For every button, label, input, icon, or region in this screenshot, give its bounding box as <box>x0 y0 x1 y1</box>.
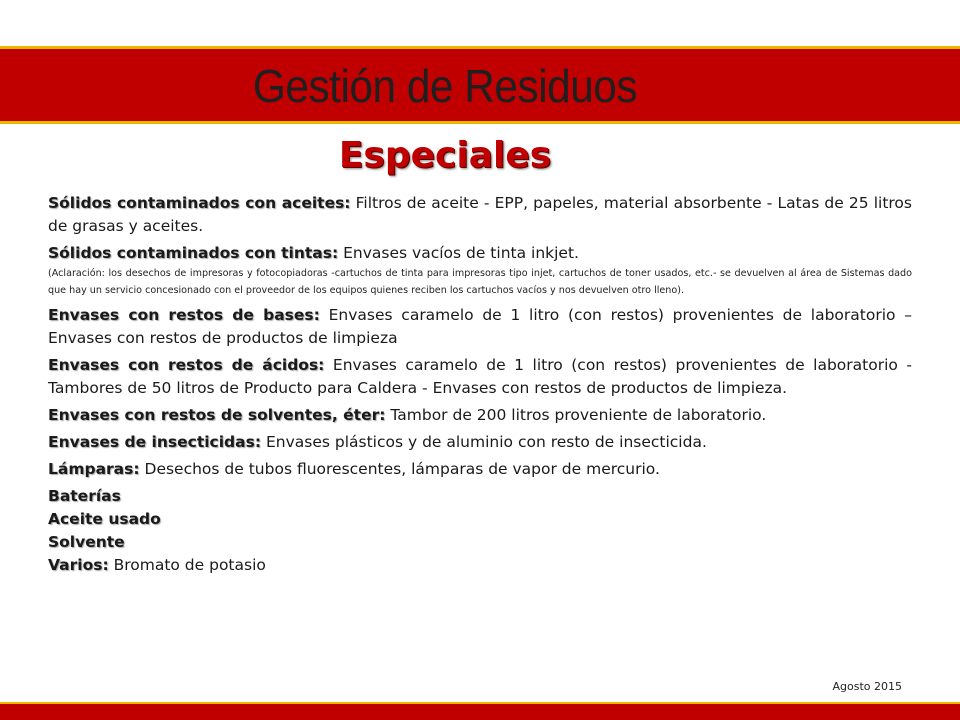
page-subtitle: Especiales <box>338 135 552 176</box>
item-text: Desechos de tubos fluorescentes, lámparas de vapor de mercurio. <box>139 460 660 478</box>
item-text: Bromato de potasio <box>108 556 266 574</box>
list-item <box>48 304 912 350</box>
item-text: Envases vacíos de tinta inkjet. <box>338 244 579 262</box>
item-text: Tambor de 200 litros proveniente de laboratorio. <box>385 406 767 424</box>
list-item <box>48 531 912 554</box>
item-label: Envases con restos de ácidos: <box>48 356 325 374</box>
item-text: Envases caramelo de 1 litro (con restos) provenientes de laboratorio - Tambores de 50 litros de Producto para Caldera - Envases con restos de productos de limpieza. <box>48 356 912 397</box>
item-text: Filtros de aceite - EPP, papeles, material absorbente - Latas de 25 litros de grasas y aceites. <box>48 194 912 235</box>
item-label: Aceite usado <box>48 510 161 528</box>
list-item <box>48 508 912 531</box>
list-item <box>48 242 912 265</box>
list-item <box>48 554 912 577</box>
item-label: Solvente <box>48 533 125 551</box>
item-label: Lámparas: <box>48 460 140 478</box>
clarification-note: (Aclaración: los desechos de impresoras y fotocopiadoras -cartuchos de tinta para impresoras tipo injet, cartuchos de toner usados, etc.- se devuelven al área de Sistemas dado que hay un servicio concesionado con el proveedor de los equipos quienes reciben los cartuchos vacíos y nos devuelven otro lleno). <box>48 268 912 296</box>
list-item <box>48 485 912 508</box>
page-title: Gestión de Residuos <box>252 60 638 112</box>
list-item <box>48 431 912 454</box>
item-label: Sólidos contaminados con tintas: <box>48 244 339 262</box>
item-text: Envases plásticos y de aluminio con resto de insecticida. <box>261 433 707 451</box>
item-text: Envases caramelo de 1 litro (con restos) provenientes de laboratorio – Envases con restos de productos de limpieza <box>48 306 912 347</box>
list-item <box>48 404 912 427</box>
item-label: Envases de insecticidas: <box>48 433 262 451</box>
list-item <box>48 192 912 238</box>
item-label: Baterías <box>48 487 121 505</box>
item-label: Envases con restos de solventes, éter: <box>48 406 386 424</box>
footer-band <box>0 702 960 720</box>
date-label: Agosto 2015 <box>832 680 902 693</box>
item-label: Varios: <box>48 556 109 574</box>
list-item <box>48 458 912 481</box>
waste-list <box>48 192 912 577</box>
item-label: Envases con restos de bases: <box>48 306 320 324</box>
item-label: Sólidos contaminados con aceites: <box>48 194 351 212</box>
list-item <box>48 354 912 400</box>
